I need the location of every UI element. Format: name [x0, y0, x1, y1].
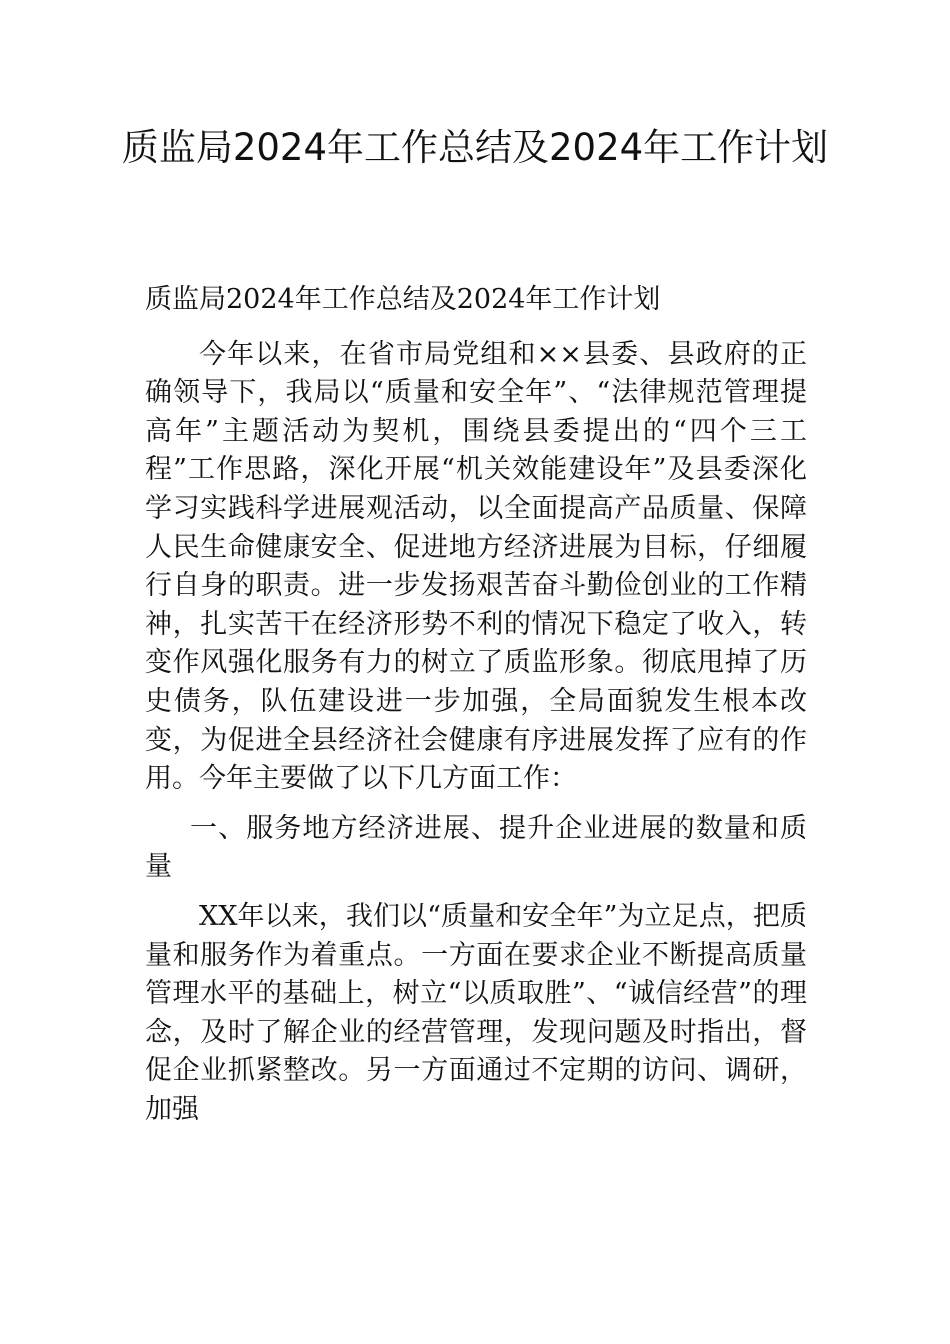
document-subtitle: 质监局2024年工作总结及2024年工作计划: [145, 284, 661, 315]
document-title: 质监局2024年工作总结及2024年工作计划: [121, 126, 829, 169]
document-body: [145, 281, 807, 1129]
paragraph-section-1: XX年以来，我们以“质量和安全年”为立足点，把质量和服务作为着重点。一方面在要求企业不断提高质量管理水平的基础上，树立“以质取胜”、“诚信经营”的理念，及时了解企业的经营管理，发现问题及时指出，督促企业抓紧整改。另一方面通过不定期的访问、调研，加强: [145, 900, 807, 1125]
section-heading-1: 一、服务地方经济进展、提升企业进展的数量和质量: [145, 812, 807, 883]
paragraph-intro: 今年以来，在省市局党组和××县委、县政府的正确领导下，我局以“质量和安全年”、“法律规范管理提高年”主题活动为契机，围绕县委提出的“四个三工程”工作思路，深化开展“机关效能建设年”及县委深化学习实践科学进展观活动，以全面提高产品质量、保障人民生命健康安全、促进地方经济进展为目标，仔细履行自身的职责。进一步发扬艰苦奋斗勤俭创业的工作精神，扎实苦干在经济形势不利的情况下稳定了收入，转变作风强化服务有力的树立了质监形象。彻底甩掉了历史债务，队伍建设进一步加强，全局面貌发生根本改变，为促进全县经济社会健康有序进展发挥了应有的作用。今年主要做了以下几方面工作：: [145, 338, 807, 795]
